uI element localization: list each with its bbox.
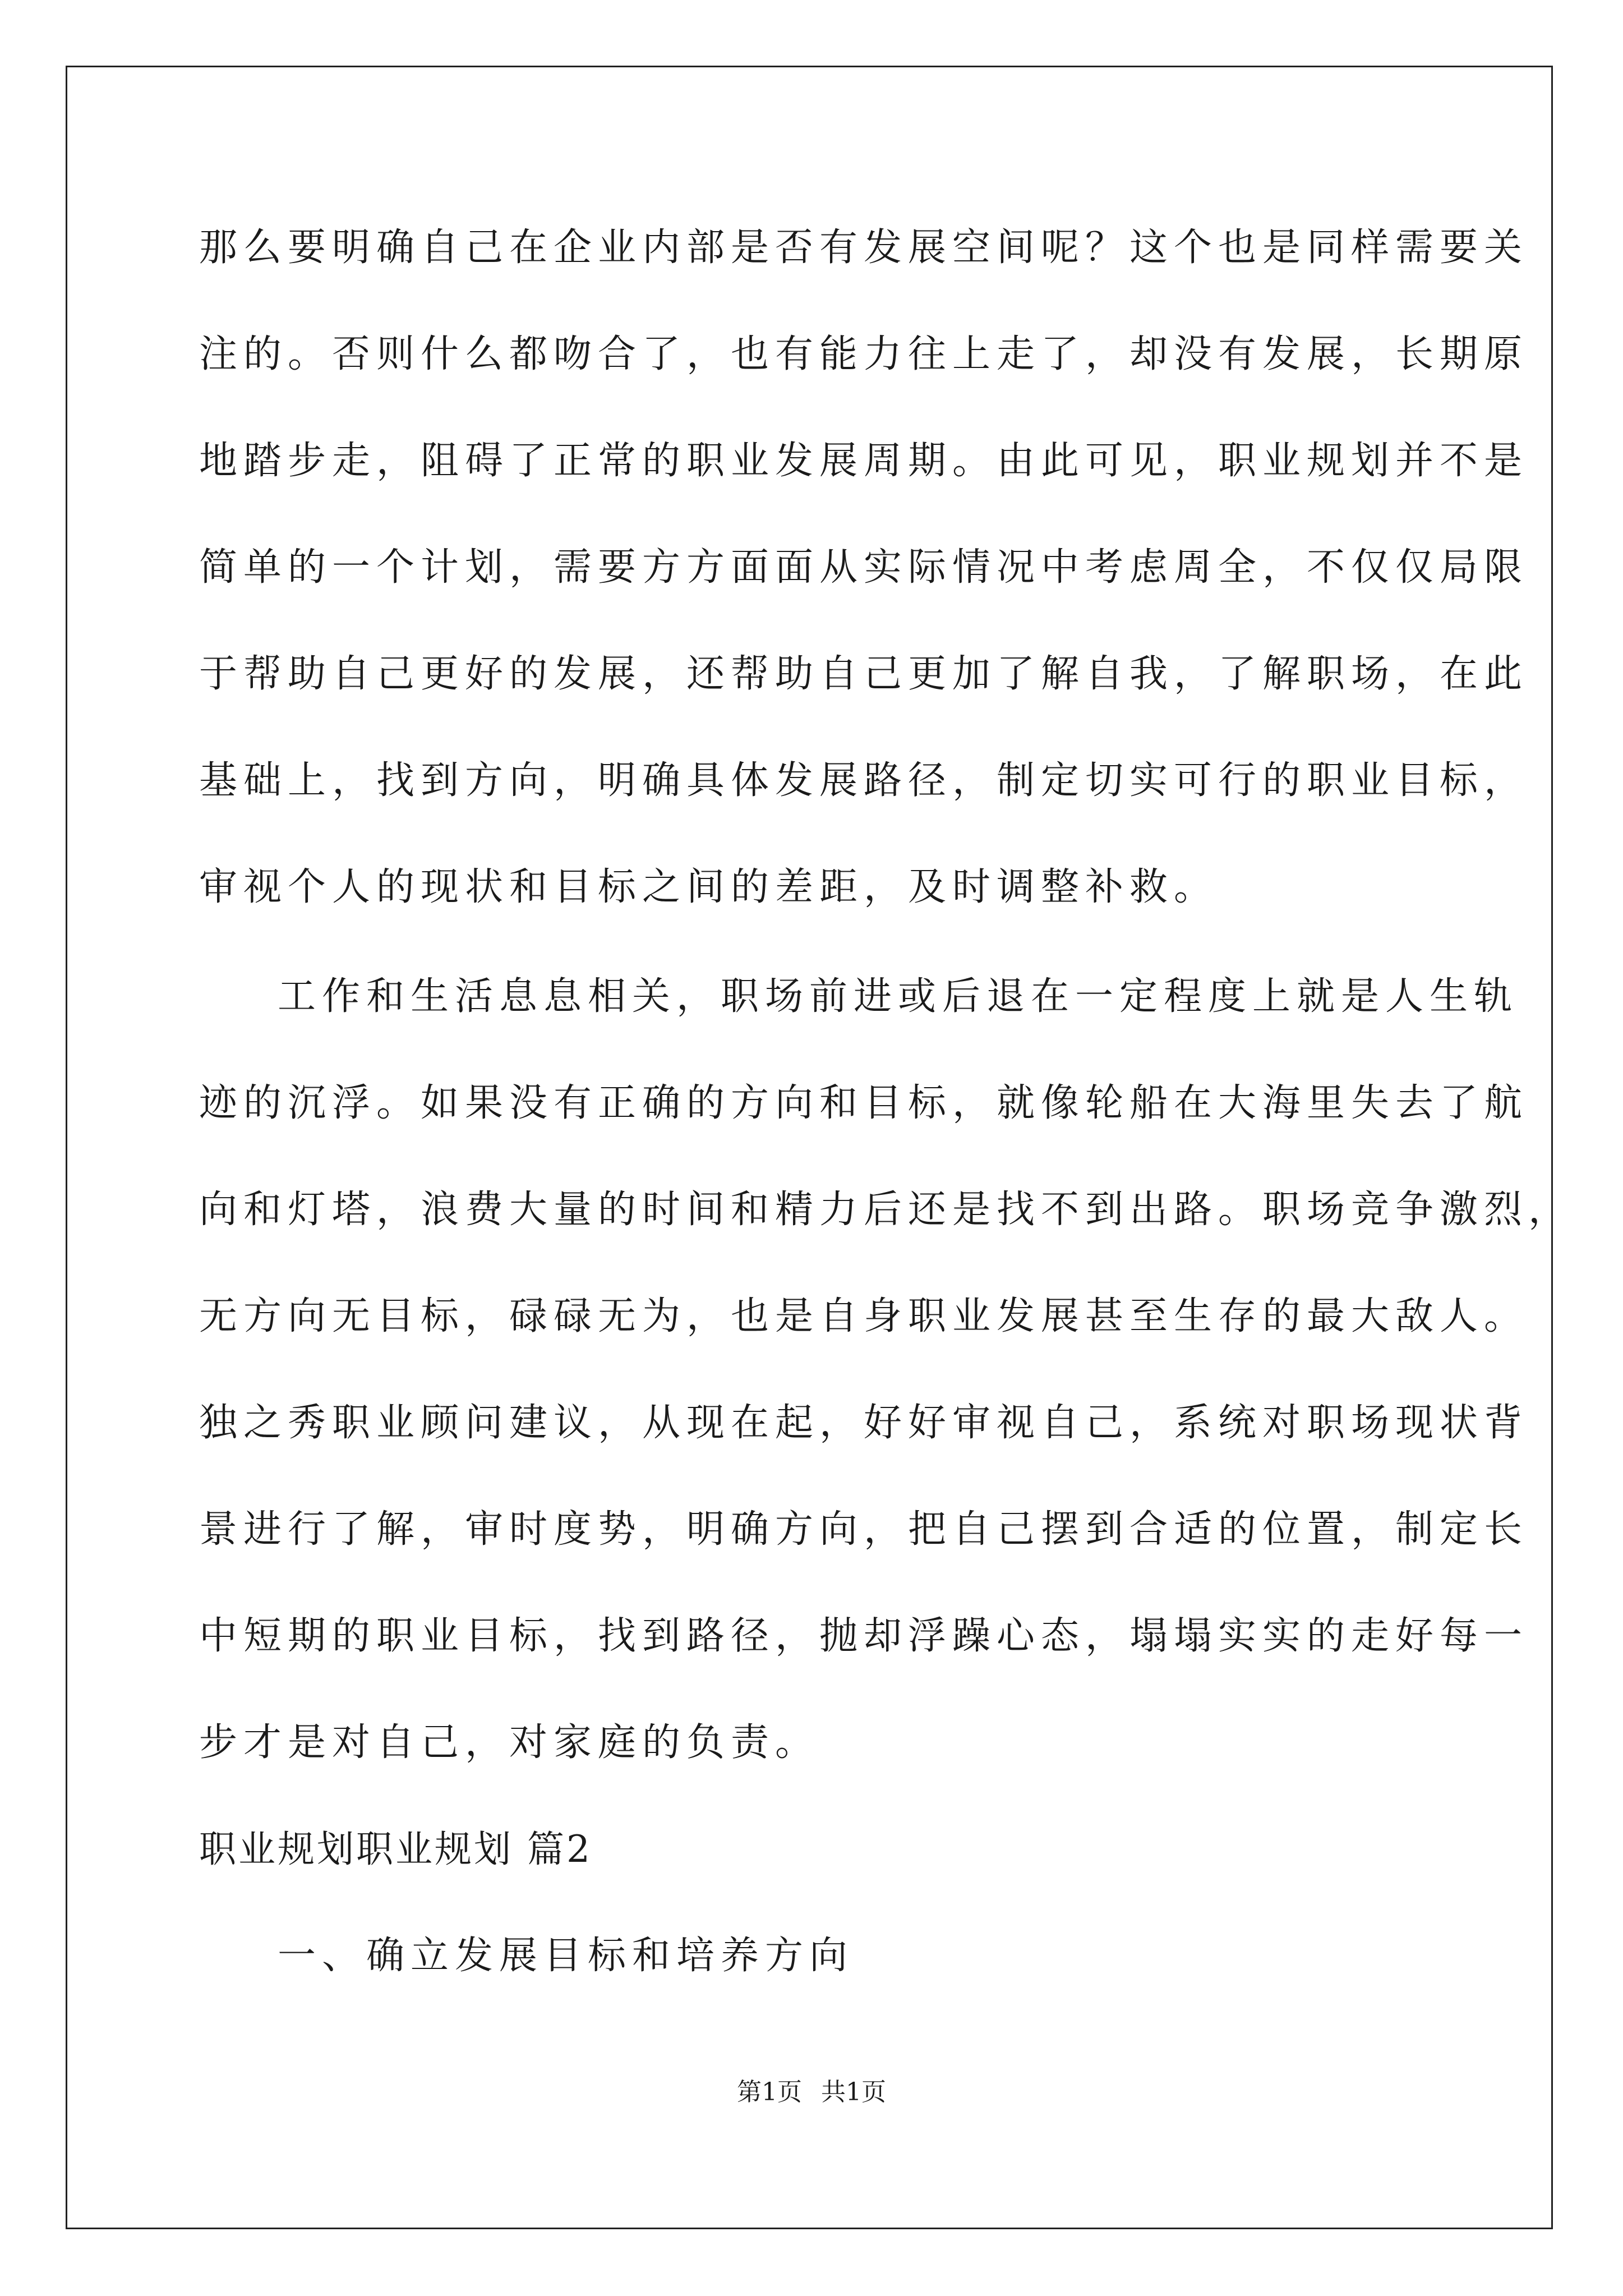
text-line: 中短期的职业目标，找到路径，抛却浮躁心态，塌塌实实的走好每一 <box>199 1614 1529 1658</box>
paragraph-first-line: 工作和生活息息相关，职场前进或后退在一定程度上就是人生轨 <box>278 974 1519 1019</box>
page-border <box>66 66 1553 2229</box>
text-line: 审视个人的现状和目标之间的差距，及时调整补救。 <box>199 865 1219 909</box>
page-footer <box>0 2076 1623 2109</box>
text-line: 向和灯塔，浪费大量的时间和精力后还是找不到出路。职场竞争激烈， <box>199 1188 1573 1232</box>
text-line: 景进行了解，审时度势，明确方向，把自己摆到合适的位置，制定长 <box>199 1507 1529 1552</box>
page-number-total: 共1页 <box>821 2078 886 2106</box>
text-line: 迹的沉浮。如果没有正确的方向和目标，就像轮船在大海里失去了航 <box>199 1081 1529 1125</box>
text-line: 独之秀职业顾问建议，从现在起，好好审视自己，系统对职场现状背 <box>199 1401 1529 1445</box>
page-number-current: 第1页 <box>737 2078 802 2106</box>
text-line: 地踏步走，阻碍了正常的职业发展周期。由此可见，职业规划并不是 <box>199 439 1529 483</box>
text-line: 那么要明确自己在企业内部是否有发展空间呢？这个也是同样需要关 <box>199 226 1529 270</box>
subsection-heading: 一、确立发展目标和培养方向 <box>278 1934 854 1978</box>
text-line: 于帮助自己更好的发展，还帮助自己更加了解自我，了解职场，在此 <box>199 652 1529 696</box>
text-line: 无方向无目标，碌碌无为，也是自身职业发展甚至生存的最大敌人。 <box>199 1294 1529 1338</box>
text-line: 简单的一个计划，需要方方面面从实际情况中考虑周全，不仅仅局限 <box>199 545 1529 590</box>
text-line: 注的。否则什么都吻合了，也有能力往上走了，却没有发展，长期原 <box>199 332 1529 376</box>
text-line: 基础上，找到方向，明确具体发展路径，制定切实可行的职业目标， <box>199 758 1529 803</box>
text-line: 步才是对自己，对家庭的负责。 <box>199 1720 820 1765</box>
section-heading: 职业规划职业规划 篇2 <box>199 1828 592 1871</box>
